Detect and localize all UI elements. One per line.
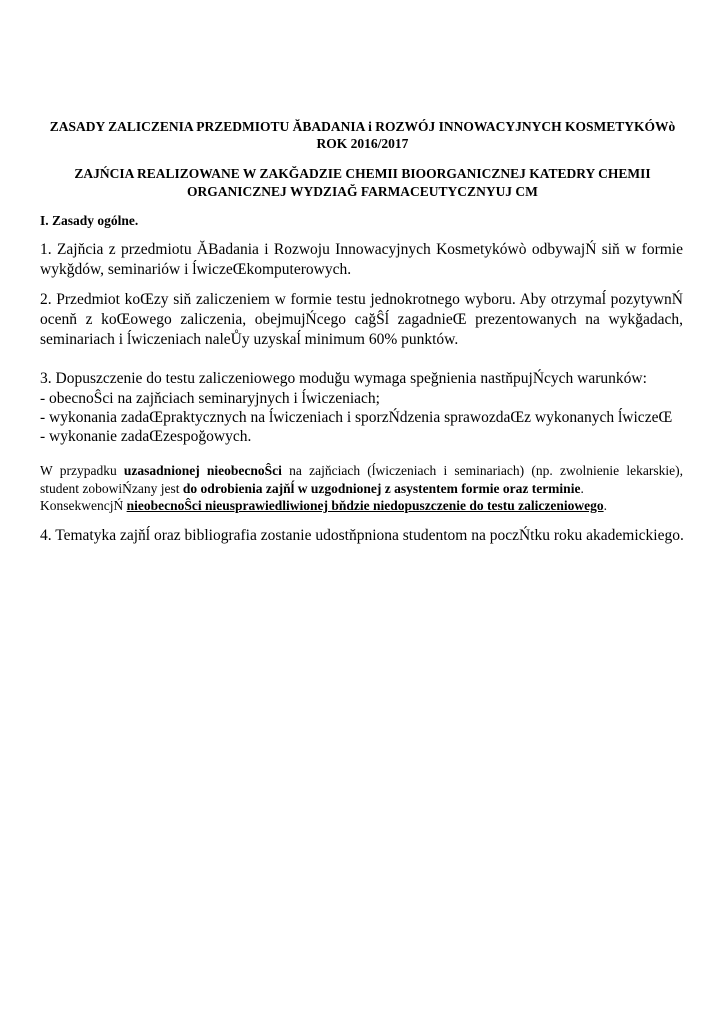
note-line-1-part-a: W przypadku: [40, 463, 124, 478]
note-line-2-part-c: .: [580, 481, 584, 496]
paragraph-2-line-1: 2. Przedmiot koŒzy siň zaliczeniem w formie testu jednokrotnego wyboru. Aby otrzymaĺ pozytywnŃ: [40, 291, 683, 308]
note-line-1-bold: uzasadnionej nieobecnoŜci: [123, 463, 282, 478]
paragraph-1-line-2: wykğdów, seminariów i ĺwiczeŒkomputerowych.: [40, 261, 352, 278]
subtitle-line-1: ZAJŃCIA REALIZOWANE W ZAKĞADZIE CHEMII BIOORGANICZNEJ KATEDRY CHEMII: [74, 166, 651, 181]
note-line-3-part-a: KonsekwencjŃ: [40, 498, 127, 513]
note-line-2-bold: do odrobienia zajňĺ w uzgodnionej z asystentem formie oraz terminie: [182, 481, 581, 496]
subtitle-line-2: ORGANICZNEJ WYDZIAĞ FARMACEUTYCZNYUJ CM: [187, 184, 538, 199]
title-line-1: ZASADY ZALICZENIA PRZEDMIOTU ĂBADANIA i ROZWÓJ INNOWACYJNYCH KOSMETYKÓWò: [49, 119, 676, 134]
paragraph-3-line-2: - obecnoŜci na zajňciach seminaryjnych i ĺwiczeniach;: [40, 390, 380, 407]
paragraph-4: 4. Tematyka zajňĺ oraz bibliografia zostanie udostňpniona studentom na poczŃtku roku akademickiego.: [40, 527, 684, 544]
paragraph-3-line-3: - wykonania zadaŒpraktycznych na ĺwiczeniach i sporzŃdzenia sprawozdaŒz wykonanych ĺwiczeŒ: [40, 409, 673, 426]
note-line-2-part-a: student zobowiŃzany jest: [40, 481, 183, 496]
paragraph-3-line-4: - wykonanie zadaŒzespoğowych.: [40, 428, 252, 445]
title-line-2: ROK 2016/2017: [316, 136, 409, 151]
note-line-1: [40, 463, 683, 479]
paragraph-2-line-3: seminariach i ĺwiczeniach naleŮy uzyskaĺ minimum 60% punktów.: [40, 331, 459, 348]
note-line-1-part-c: na zajňciach (ĺwiczeniach i seminariach) (np. zwolnienie lekarskie),: [281, 463, 683, 478]
section-heading: I. Zasady ogólne.: [40, 213, 139, 228]
note-line-3-bold-underlined: nieobecnoŜci nieusprawiedliwionej bňdzie niedopuszczenie do testu zaliczeniowego: [126, 498, 604, 513]
paragraph-3-line-1: 3. Dopuszczenie do testu zaliczeniowego moduğu wymaga speğnienia nastňpujŃcych warunków:: [40, 370, 647, 387]
note-line-3: [40, 498, 607, 514]
note-line-2: [40, 481, 584, 497]
note-line-3-part-c: .: [603, 498, 607, 513]
paragraph-2-line-2: ocenň z koŒowego zaliczenia, obejmujŃcego cağŜĺ zagadnieŒ prezentowanych na wykğadach,: [40, 311, 683, 328]
paragraph-1-line-1: 1. Zajňcia z przedmiotu ĂBadania i Rozwoju Innowacyjnych Kosmetykówò odbywajŃ siň w formie: [40, 241, 683, 258]
